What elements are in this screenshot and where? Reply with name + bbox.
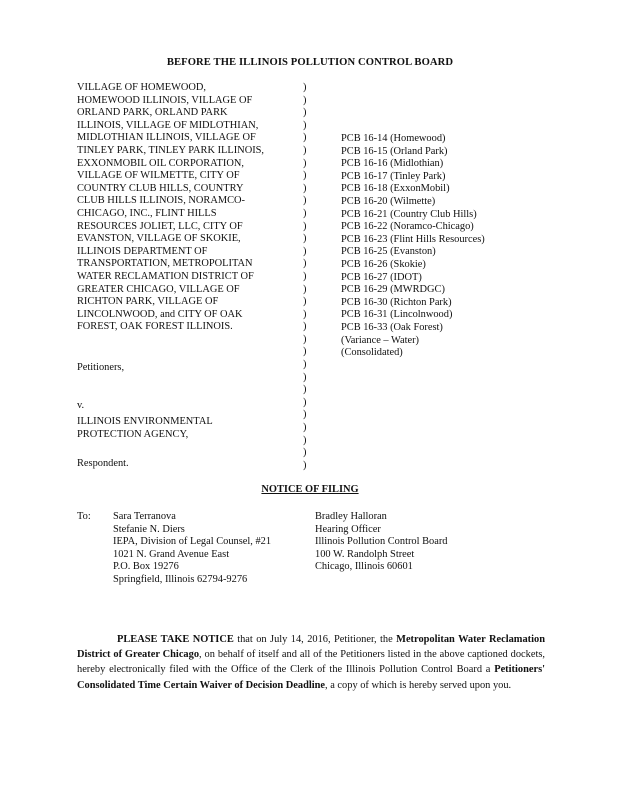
caption-paren: ): [303, 371, 307, 383]
notice-text: , on behalf of itself and all of the Petitioners listed in the above captioned dockets, hereby electronically filed with the Office of the Clerk of the Illinois Pollution Control Board a: [77, 649, 545, 676]
docket-line: PCB 16-18 (ExxonMobil): [341, 183, 450, 195]
party-line: ORLAND PARK, ORLAND PARK: [77, 107, 228, 119]
caption-paren: ): [303, 207, 307, 219]
party-line: FOREST, OAK FOREST ILLINOIS.: [77, 321, 233, 333]
docket-line: (Variance – Water): [341, 334, 420, 346]
party-line: VILLAGE OF WILMETTE, CITY OF: [77, 170, 240, 182]
party-line: COUNTRY CLUB HILLS, COUNTRY: [77, 182, 244, 194]
address-line: Illinois Pollution Control Board: [315, 536, 448, 548]
petitioners-label: Petitioners,: [77, 362, 125, 373]
address-line: Hearing Officer: [315, 523, 381, 535]
caption-parentheses: [303, 82, 306, 472]
recipient-address-right: [315, 511, 448, 574]
caption-paren: ): [303, 270, 307, 282]
docket-line: PCB 16-26 (Skokie): [341, 258, 426, 270]
party-line: CLUB HILLS ILLINOIS, NORAMCO-: [77, 195, 245, 207]
caption-paren: ): [303, 422, 307, 434]
address-line: 1021 N. Grand Avenue East: [113, 548, 230, 560]
recipient-address-left: [113, 511, 271, 587]
to-label: To:: [77, 511, 91, 522]
caption-paren: ): [303, 233, 307, 245]
notice-title: NOTICE OF FILING: [261, 484, 359, 495]
caption-paren: ): [303, 459, 307, 471]
respondent-line: ILLINOIS ENVIRONMENTAL: [77, 416, 213, 427]
caption-paren: ): [303, 195, 307, 207]
respondent-label: Respondent.: [77, 458, 129, 469]
address-line: P.O. Box 19276: [113, 561, 179, 573]
docket-line: PCB 16-30 (Richton Park): [341, 296, 452, 308]
caption-parties: [77, 82, 307, 334]
caption-paren: ): [303, 258, 307, 270]
caption-paren: ): [303, 447, 307, 459]
docket-line: PCB 16-22 (Noramco-Chicago): [341, 221, 474, 233]
party-line: RICHTON PARK, VILLAGE OF: [77, 296, 219, 308]
party-line: RESOURCES JOLIET, LLC, CITY OF: [77, 220, 243, 232]
caption-paren: ): [303, 170, 307, 182]
party-line: WATER RECLAMATION DISTRICT OF: [77, 270, 254, 282]
address-line: Bradley Halloran: [315, 511, 387, 522]
caption-paren: ): [303, 346, 307, 358]
caption-paren: ): [303, 384, 307, 396]
docket-line: PCB 16-31 (Lincolnwood): [341, 309, 453, 321]
docket-line: PCB 16-29 (MWRDGC): [341, 284, 445, 296]
address-line: Sara Terranova: [113, 511, 176, 522]
party-line: CHICAGO, INC., FLINT HILLS: [77, 207, 217, 219]
notice-lead: PLEASE TAKE NOTICE: [117, 634, 234, 645]
notice-text: , a copy of which is hereby served upon you.: [325, 679, 512, 691]
party-line: ILLINOIS, VILLAGE OF MIDLOTHIAN,: [77, 119, 259, 131]
caption-paren: ): [303, 321, 307, 333]
party-line: GREATER CHICAGO, VILLAGE OF: [77, 283, 240, 295]
docket-line: (Consolidated): [341, 347, 403, 359]
caption-paren: ): [303, 119, 307, 131]
party-line: TRANSPORTATION, METROPOLITAN: [77, 258, 253, 270]
docket-line: PCB 16-25 (Evanston): [341, 246, 436, 258]
docket-line: PCB 16-23 (Flint Hills Resources): [341, 233, 485, 245]
address-line: IEPA, Division of Legal Counsel, #21: [113, 536, 272, 548]
notice-paragraph: [77, 632, 545, 693]
party-line: EXXONMOBIL OIL CORPORATION,: [77, 157, 244, 169]
docket-line: PCB 16-20 (Wilmette): [341, 195, 436, 207]
respondent-line: PROTECTION AGENCY,: [77, 428, 189, 440]
page-title: BEFORE THE ILLINOIS POLLUTION CONTROL BOARD: [166, 57, 454, 68]
caption-paren: ): [303, 308, 307, 320]
caption-paren: ): [303, 82, 307, 93]
caption-paren: ): [303, 283, 307, 295]
address-line: 100 W. Randolph Street: [315, 548, 415, 560]
caption-paren: ): [303, 409, 307, 421]
docket-list: [341, 133, 485, 360]
respondent-name: [77, 416, 213, 441]
docket-line: PCB 16-33 (Oak Forest): [341, 321, 443, 333]
party-line: LINCOLNWOOD, and CITY OF OAK: [77, 308, 243, 320]
party-line: EVANSTON, VILLAGE OF SKOKIE,: [77, 233, 241, 245]
party-line: MIDLOTHIAN ILLINOIS, VILLAGE OF: [77, 132, 256, 144]
party-line: HOMEWOOD ILLINOIS, VILLAGE OF: [77, 94, 253, 106]
caption-paren: ): [303, 434, 307, 446]
address-line: Springfield, Illinois 62794-9276: [113, 573, 248, 585]
caption-paren: ): [303, 333, 307, 345]
versus-label: v.: [77, 400, 85, 411]
caption-paren: ): [303, 296, 307, 308]
address-line: Stefanie N. Diers: [113, 523, 185, 535]
caption-paren: ): [303, 157, 307, 169]
caption-paren: ): [303, 107, 307, 119]
party-line: VILLAGE OF HOMEWOOD,: [77, 82, 207, 93]
caption-paren: ): [303, 245, 307, 257]
caption-paren: ): [303, 144, 307, 156]
filed-document-name: Petitioners' Consolidated Time Certain Waiver of Decision Deadline: [77, 664, 545, 691]
caption-paren: ): [303, 359, 307, 371]
docket-line: PCB 16-27 (IDOT): [341, 271, 422, 283]
address-line: Chicago, Illinois 60601: [315, 561, 413, 573]
docket-line: PCB 16-15 (Orland Park): [341, 145, 448, 157]
docket-line: PCB 16-21 (Country Club Hills): [341, 208, 477, 220]
notice-text: that on July 14, 2016, Petitioner, the: [233, 634, 397, 645]
docket-line: PCB 16-16 (Midlothian): [341, 158, 444, 170]
caption-paren: ): [303, 94, 307, 106]
party-line: TINLEY PARK, TINLEY PARK ILLINOIS,: [77, 144, 265, 156]
petitioner-name: Metropolitan Water Reclamation District of Greater Chicago: [77, 634, 545, 661]
party-line: ILLINOIS DEPARTMENT OF: [77, 245, 208, 257]
caption-paren: ): [303, 396, 307, 408]
docket-line: PCB 16-14 (Homewood): [341, 133, 446, 144]
docket-line: PCB 16-17 (Tinley Park): [341, 170, 446, 182]
caption-paren: ): [303, 220, 307, 232]
caption-paren: ): [303, 182, 307, 194]
caption-paren: ): [303, 132, 307, 144]
